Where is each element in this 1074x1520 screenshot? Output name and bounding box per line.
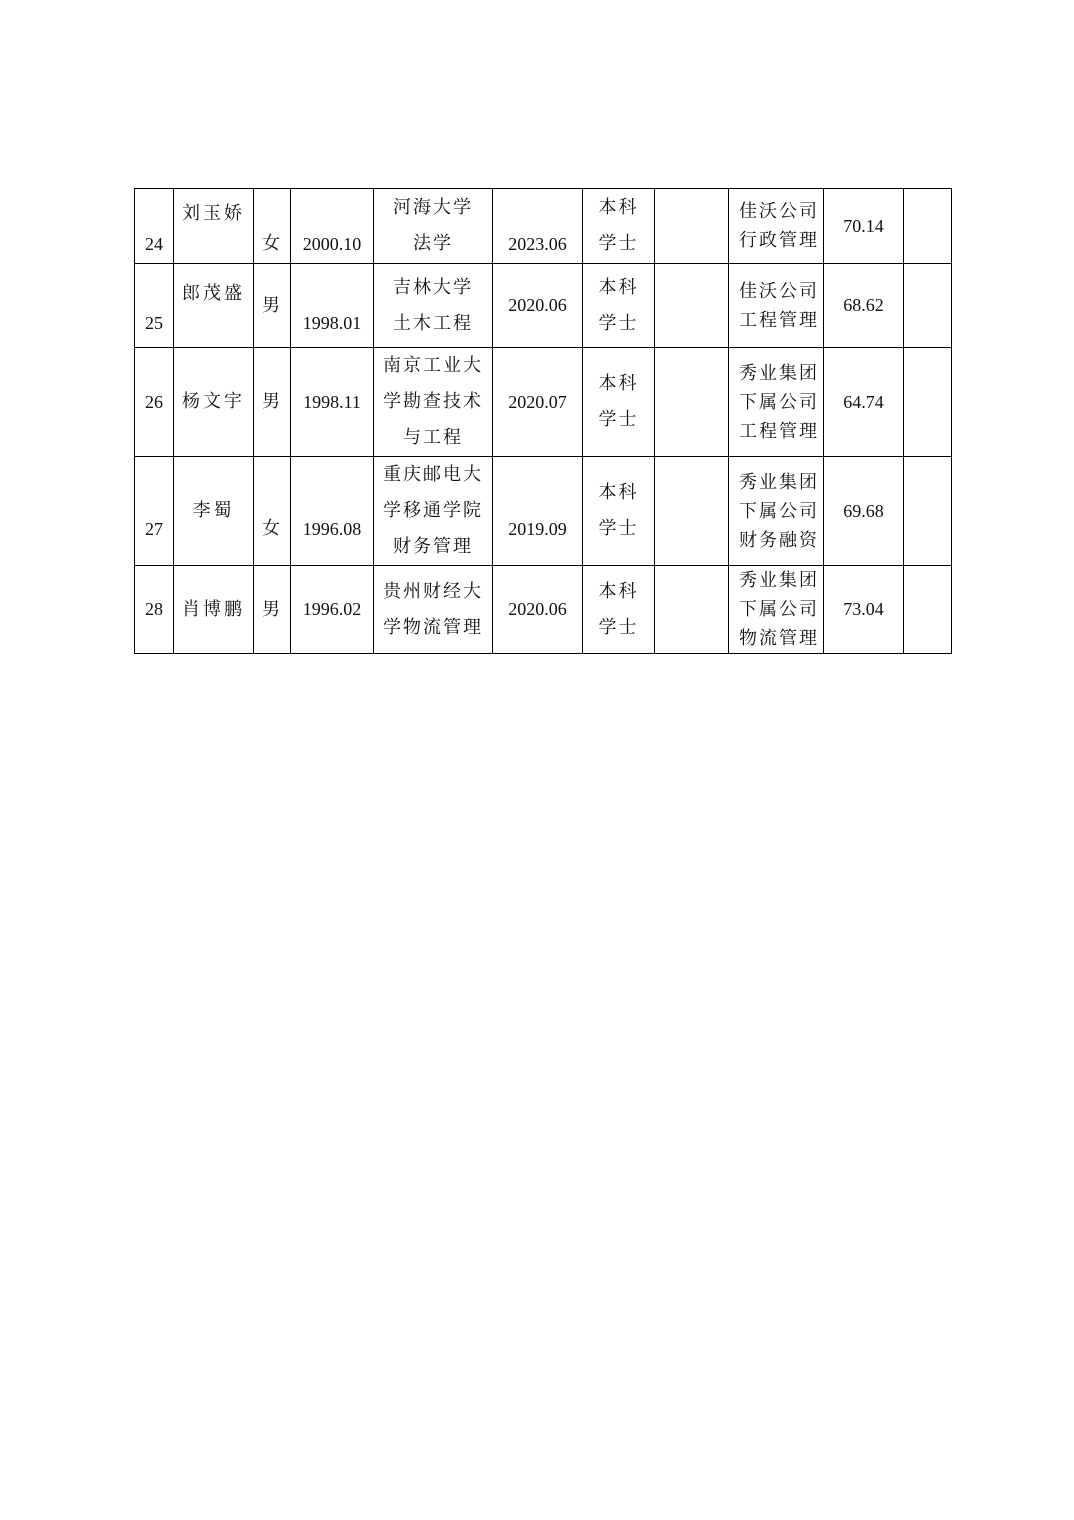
- cell-number: 25: [135, 264, 174, 348]
- cell-name: 肖博鹏: [174, 566, 254, 654]
- cell-blank: [655, 457, 729, 566]
- cell-degree: 本科 学士: [583, 189, 655, 264]
- cell-graduation: 2020.06: [493, 566, 583, 654]
- cell-blank: [655, 189, 729, 264]
- cell-remark: [904, 264, 952, 348]
- cell-degree: 本科 学士: [583, 264, 655, 348]
- cell-degree: 本科 学士: [583, 348, 655, 457]
- cell-score: 64.74: [824, 348, 904, 457]
- cell-graduation: 2020.07: [493, 348, 583, 457]
- cell-blank: [655, 348, 729, 457]
- cell-graduation: 2019.09: [493, 457, 583, 566]
- cell-graduation: 2020.06: [493, 264, 583, 348]
- cell-remark: [904, 348, 952, 457]
- cell-gender: 女: [254, 189, 291, 264]
- cell-blank: [655, 264, 729, 348]
- cell-score: 68.62: [824, 264, 904, 348]
- table-row: [135, 566, 952, 654]
- cell-gender: 女: [254, 457, 291, 566]
- cell-gender: 男: [254, 264, 291, 348]
- cell-birth: 1998.01: [291, 264, 374, 348]
- cell-gender: 男: [254, 348, 291, 457]
- cell-blank: [655, 566, 729, 654]
- table-row: [135, 348, 952, 457]
- cell-score: 73.04: [824, 566, 904, 654]
- cell-degree: 本科 学士: [583, 457, 655, 566]
- cell-birth: 1998.11: [291, 348, 374, 457]
- cell-degree: 本科 学士: [583, 566, 655, 654]
- cell-school-major: 吉林大学 土木工程: [374, 264, 493, 348]
- cell-unit-position: 佳沃公司 工程管理: [729, 264, 824, 348]
- cell-score: 70.14: [824, 189, 904, 264]
- cell-gender: 男: [254, 566, 291, 654]
- cell-number: 28: [135, 566, 174, 654]
- cell-birth: 1996.08: [291, 457, 374, 566]
- cell-unit-position: 佳沃公司 行政管理: [729, 189, 824, 264]
- cell-remark: [904, 566, 952, 654]
- cell-school-major: 贵州财经大 学物流管理: [374, 566, 493, 654]
- cell-score: 69.68: [824, 457, 904, 566]
- cell-birth: 2000.10: [291, 189, 374, 264]
- cell-graduation: 2023.06: [493, 189, 583, 264]
- cell-number: 26: [135, 348, 174, 457]
- cell-unit-position: 秀业集团 下属公司 财务融资: [729, 457, 824, 566]
- cell-birth: 1996.02: [291, 566, 374, 654]
- table-row: [135, 457, 952, 566]
- cell-number: 24: [135, 189, 174, 264]
- cell-remark: [904, 457, 952, 566]
- cell-name: 李蜀: [174, 457, 254, 566]
- cell-name: 刘玉娇: [174, 189, 254, 264]
- candidate-table: [134, 188, 952, 654]
- cell-school-major: 南京工业大 学勘查技术 与工程: [374, 348, 493, 457]
- cell-school-major: 重庆邮电大 学移通学院 财务管理: [374, 457, 493, 566]
- cell-name: 郎茂盛: [174, 264, 254, 348]
- cell-remark: [904, 189, 952, 264]
- table-row: [135, 189, 952, 264]
- cell-name: 杨文宇: [174, 348, 254, 457]
- table-row: [135, 264, 952, 348]
- cell-unit-position: 秀业集团 下属公司 物流管理: [729, 566, 824, 654]
- cell-unit-position: 秀业集团 下属公司 工程管理: [729, 348, 824, 457]
- cell-number: 27: [135, 457, 174, 566]
- cell-school-major: 河海大学 法学: [374, 189, 493, 264]
